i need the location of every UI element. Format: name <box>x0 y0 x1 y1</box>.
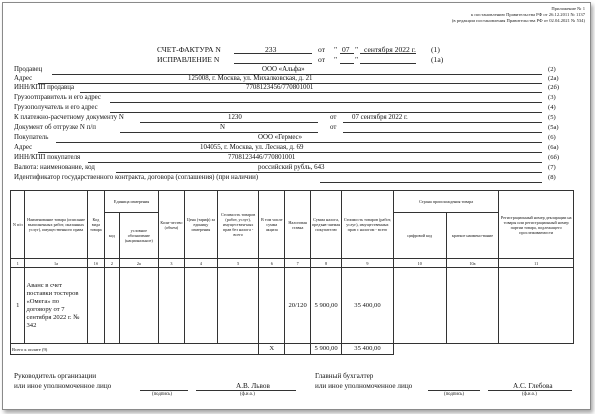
cell-qty <box>158 268 184 344</box>
shipment-doc-from: от <box>330 124 337 131</box>
col-num: 2 <box>105 259 119 268</box>
appendix-line-2: к постановлению Правительства РФ от 26.12.2011 № 1137 <box>471 12 585 18</box>
total-tax-sum: 5 900,00 <box>311 344 342 355</box>
payment-doc-number-line <box>140 122 318 123</box>
head-label-line2: или иное уполномоченное лицо <box>14 382 112 390</box>
corr-quote-close: " <box>355 55 359 64</box>
correction-label: ИСПРАВЛЕНИЕ N <box>157 55 220 64</box>
invoice-number: 233 <box>265 45 277 54</box>
code-5a: (5а) <box>548 124 559 131</box>
head-name: А.В. Львов <box>236 382 270 390</box>
invoice-month-year: сентября 2022 г. <box>364 45 416 54</box>
invoice-day: 07 <box>342 45 350 54</box>
accountant-label-line2: или иное уполномоченное лицо <box>315 382 413 390</box>
cell-country-name <box>446 268 499 344</box>
col-num: 8 <box>311 259 342 268</box>
shipment-doc-number: N <box>220 124 225 131</box>
payment-doc-number: 1230 <box>228 114 242 121</box>
correction-date-line <box>360 63 416 64</box>
appendix-line-1: Приложение № 1 <box>551 6 585 11</box>
total-row <box>11 344 574 355</box>
buyer-inn-value: 7708123446/770801001 <box>228 154 296 161</box>
head-name-caption: (ф.и.о.) <box>240 392 255 397</box>
th-excise: В том числе сумма акциза <box>259 191 285 259</box>
buyer-value: ООО «Гермес» <box>258 134 303 141</box>
total-rate-empty <box>285 344 311 355</box>
cell-kind-code <box>87 268 105 344</box>
cell-unit-code <box>105 268 119 344</box>
table-row <box>11 268 574 344</box>
th-country-code: цифровой код <box>393 213 446 259</box>
invoice-from-label: от <box>318 45 326 54</box>
head-signature-line <box>140 390 188 391</box>
th-kind-code: Код вида товара <box>87 191 105 259</box>
accountant-sign-caption: (подпись) <box>444 392 464 397</box>
cell-price <box>184 268 217 344</box>
th-price: Цена (тариф) за единицу измерения <box>184 191 217 259</box>
code-3: (3) <box>548 94 556 101</box>
col-num: 4 <box>184 259 217 268</box>
invoice-label: СЧЕТ-ФАКТУРА N <box>157 45 221 54</box>
seller-address-value: 125008, г. Москва, ул. Михалковская, д. 21 <box>188 75 313 82</box>
th-n: N п/п <box>11 191 25 259</box>
head-sign-caption: (подпись) <box>152 392 172 397</box>
total-label: Всего к оплате (9) <box>11 344 259 355</box>
code-7: (7) <box>548 164 556 171</box>
cell-unit-name <box>119 268 158 344</box>
accountant-name: А.С. Глебова <box>513 382 553 390</box>
col-num: 3 <box>158 259 184 268</box>
cell-name: Аванс в счет поставки тостеров «Омега» по договору от 7 сентября 2022 г. № 342 <box>25 268 87 344</box>
seller-label: Продавец <box>14 66 43 73</box>
invoice-table <box>10 190 574 355</box>
buyer-address-value: 104055, г. Москва, ул. Лесная, д. 69 <box>200 144 304 151</box>
consignee-line <box>110 112 542 113</box>
col-num: 5 <box>217 259 258 268</box>
col-num: 9 <box>342 259 394 268</box>
col-num: 1а <box>25 259 87 268</box>
currency-line <box>116 172 542 173</box>
shipment-doc-number-line <box>120 132 318 133</box>
payment-doc-date-line <box>343 122 542 123</box>
seller-value: ООО «Альфа» <box>262 66 305 73</box>
th-rate: Налоговая ставка <box>285 191 311 259</box>
code-1a: (1а) <box>431 55 444 64</box>
currency-label: Валюта: наименование, код <box>14 164 95 171</box>
cell-n: 1 <box>11 268 25 344</box>
payment-doc-label: К платежно-расчетному документу N <box>14 114 124 121</box>
th-tax-sum: Сумма налога, предъяв-ляемая покупателю <box>311 191 342 259</box>
appendix-note <box>452 6 585 25</box>
shipment-doc-date-line <box>343 132 542 133</box>
th-qty: Коли-чество (объем) <box>158 191 184 259</box>
seller-inn-value: 7708123456/770801001 <box>246 84 314 91</box>
col-num: 1б <box>87 259 105 268</box>
quote-close: " <box>355 45 359 54</box>
cell-country-code <box>393 268 446 344</box>
head-name-line <box>196 390 296 391</box>
shipper-line <box>110 102 542 103</box>
col-num: 10 <box>393 259 446 268</box>
code-1: (1) <box>431 45 440 54</box>
correction-from-label: от <box>318 55 326 64</box>
buyer-address-label: Адрес <box>14 144 33 151</box>
th-reg-number: Регистрационный номер декларации на товары или регистрационный номер партии товара, подлежащего прослеживаемости <box>499 191 574 259</box>
accountant-signature-line <box>428 390 480 391</box>
total-excise: X <box>259 344 285 355</box>
correction-number-line <box>234 63 312 64</box>
corr-quote-open: " <box>334 55 338 64</box>
payment-doc-date: 07 сентября 2022 г. <box>352 114 408 121</box>
shipment-doc-label: Документ об отгрузке N п/п <box>14 124 96 131</box>
consignee-label: Грузополучатель и его адрес <box>14 104 98 111</box>
th-cost-with-tax: Стоимость товаров (работ, услуг), имущественных прав с налогом - всего <box>342 191 394 259</box>
code-8: (8) <box>548 174 556 181</box>
seller-address-label: Адрес <box>14 75 33 82</box>
head-label-line1: Руководитель организации <box>14 372 97 380</box>
contract-id-line <box>320 182 542 183</box>
quote-open: " <box>334 45 338 54</box>
col-num: 11 <box>499 259 574 268</box>
seller-inn-label: ИНН/КПП продавца <box>14 84 75 91</box>
cell-tax-sum: 5 900,00 <box>311 268 342 344</box>
column-number-row <box>11 259 574 268</box>
shipper-label: Грузоотправитель и его адрес <box>14 94 101 101</box>
th-name: Наименование товара (описание выполненных работ, оказанных услуг), имущественного права <box>25 191 87 259</box>
cell-excise <box>259 268 285 344</box>
cell-cost-with-tax: 35 400,00 <box>342 268 394 344</box>
col-num: 10а <box>446 259 499 268</box>
cell-rate: 20/120 <box>285 268 311 344</box>
accountant-name-line <box>488 390 572 391</box>
total-blank <box>393 344 573 355</box>
cell-reg-number <box>499 268 574 344</box>
th-country-name: краткое наимено-вание <box>446 213 499 259</box>
accountant-label-line1: Главный бухгалтер <box>315 372 374 380</box>
seller-inn-line <box>80 92 542 93</box>
currency-value: российский рубль, 643 <box>258 164 325 171</box>
cell-cost-no-tax <box>217 268 258 344</box>
contract-id-label: Идентификатор государственного контракта, договора (соглашения) (при наличии) <box>14 174 259 181</box>
buyer-label: Покупатель <box>14 134 49 141</box>
code-4: (4) <box>548 104 556 111</box>
th-cost-no-tax: Стоимость товаров (работ, услуг), имуществен-ных прав без налога - всего <box>217 191 258 259</box>
code-2: (2) <box>548 66 556 73</box>
code-6: (6) <box>548 134 556 141</box>
buyer-address-line <box>38 152 542 153</box>
th-unit-code: код <box>105 213 119 259</box>
th-unit-name: условное обозначение (национальное) <box>119 213 158 259</box>
th-country: Страна происхождения товара <box>393 191 499 213</box>
th-unit: Единица измерения <box>105 191 159 213</box>
col-num: 2а <box>119 259 158 268</box>
col-num: 1 <box>11 259 25 268</box>
code-6b: (6б) <box>548 154 560 161</box>
buyer-line <box>56 142 542 143</box>
accountant-name-caption: (ф.и.о.) <box>522 392 537 397</box>
code-5: (5) <box>548 114 556 121</box>
code-6a: (6а) <box>548 144 559 151</box>
total-cost-with-tax: 35 400,00 <box>342 344 394 355</box>
code-2b: (2б) <box>548 84 560 91</box>
col-num: 7 <box>285 259 311 268</box>
col-num: 6 <box>259 259 285 268</box>
payment-doc-from: от <box>330 114 337 121</box>
correction-day-line <box>340 63 354 64</box>
buyer-inn-line <box>88 162 542 163</box>
appendix-line-3: (в редакции постановления Правительства РФ от 02.04.2021 № 534) <box>451 18 585 24</box>
code-2a: (2а) <box>548 75 559 82</box>
buyer-inn-label: ИНН/КПП покупателя <box>14 154 81 161</box>
